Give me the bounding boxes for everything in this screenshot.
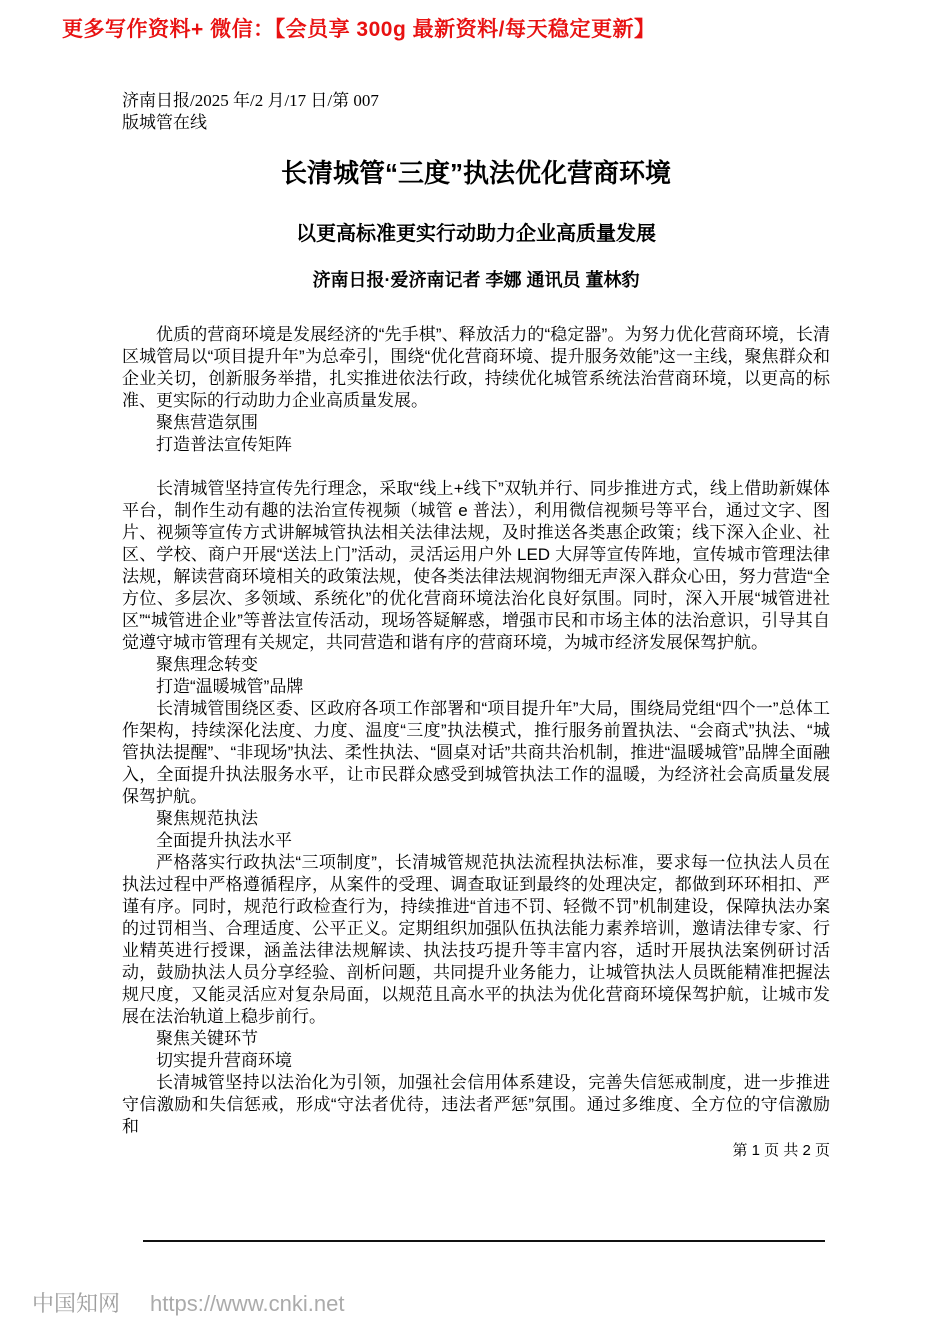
section-heading-line: 聚焦营造氛围 bbox=[156, 413, 258, 432]
masthead-source-line: 济南日报/2025 年/2 月/17 日/第 007 bbox=[122, 91, 379, 110]
article-byline: 济南日报·爱济南记者 李娜 通讯员 董林豹 bbox=[312, 270, 640, 290]
article-subtitle: 以更高标准更实行动助力企业高质量发展 bbox=[296, 223, 656, 245]
watermark bbox=[32, 1291, 344, 1317]
section-heading-line: 聚焦理念转变 bbox=[156, 655, 258, 674]
body-paragraph: 长清城管坚持以法治化为引领，加强社会信用体系建设，完善失信惩戒制度，进一步推进守信激励和失信惩戒，形成“守法者优待，违法者严惩”氛围。通过多维度、全方位的守信激励和 bbox=[122, 1073, 830, 1136]
article-body bbox=[122, 324, 830, 1138]
section-heading-line: 全面提升执法水平 bbox=[156, 831, 292, 850]
section-heading-line: 打造“温暖城管”品牌 bbox=[156, 677, 304, 696]
section-heading-line: 切实提升营商环境 bbox=[156, 1051, 292, 1070]
body-paragraph: 优质的营商环境是发展经济的“先手棋”、释放活力的“稳定器”。为努力优化营商环境，长清区城管局以“项目提升年”为总牵引，围绕“优化营商环境、提升服务效能”这一主线，聚焦群众和企业关切，创新服务举措，扎实推进依法行政，持续优化城管系统法治营商环境，以更高的标准、更实际的行动助力企业高质量发展。 bbox=[122, 325, 830, 410]
section-heading-line: 聚焦关键环节 bbox=[156, 1029, 258, 1048]
article-title: 长清城管“三度”执法优化营商环境 bbox=[280, 158, 671, 188]
body-paragraph: 长清城管围绕区委、区政府各项工作部署和“项目提升年”大局，围绕局党组“四个一”总体工作架构，持续深化法度、力度、温度“三度”执法模式，推行服务前置执法、“会商式”执法、“城管执法提醒”、“非现场”执法、柔性执法、“圆桌对话”共商共治机制，推进“温暖城管”品牌全面融入，全面提升执法服务水平，让市民群众感受到城管执法工作的温暖，为经济社会高质量发展保驾护航。 bbox=[122, 699, 830, 806]
promo-banner: 更多写作资料+ 微信：【会员享 300g 最新资料/每天稳定更新】 bbox=[62, 18, 656, 41]
page-indicator: 第 1 页 共 2 页 bbox=[732, 1142, 830, 1159]
section-heading-line: 打造普法宣传矩阵 bbox=[156, 435, 292, 454]
section-heading-line: 聚焦规范执法 bbox=[156, 809, 258, 828]
masthead-section-line: 版城管在线 bbox=[122, 113, 207, 132]
cnki-url-text: https://www.cnki.net bbox=[150, 1291, 345, 1316]
body-paragraph: 长清城管坚持宣传先行理念，采取“线上+线下”双轨并行、同步推进方式，线上借助新媒体平台，制作生动有趣的法治宣传视频（城管 e 普法），利用微信视频号等平台，通过文字、图片、视频等宣传方式讲解城管执法相关法律法规，及时推送各类惠企政策；线下深入企业、社区、学校、商户开展“送法上门”活动，灵活运用户外 LED 大屏等宣传阵地，宣传城市管理法律法规，解读营商环境相关的政策法规，使各类法律法规润物细无声深入群众心田，努力营造“全方位、多层次、多领域、系统化”的优化营商环境法治化良好氛围。同时，深入开展“城管进社区”“城管进企业”等普法宣传活动，现场答疑解惑，增强市民和市场主体的法治意识，引导其自觉遵守城市管理有关规定，共同营造和谐有序的营商环境，为城市经济发展保驾护航。 bbox=[122, 479, 830, 652]
footer-divider bbox=[143, 1240, 825, 1242]
body-paragraph: 严格落实行政执法“三项制度”，长清城管规范执法流程执法标准，要求每一位执法人员在执法过程中严格遵循程序，从案件的受理、调查取证到最终的处理决定，都做到环环相扣、严谨有序。同时，规范行政检查行为，持续推进“首违不罚、轻微不罚”机制建设，保障执法办案的过罚相当、合理适度、公平正义。定期组织加强队伍执法能力素养培训，邀请法律专家、行业精英进行授课，涵盖法律法规解读、执法技巧提升等丰富内容，适时开展执法案例研讨活动，鼓励执法人员分享经验、剖析问题，共同提升业务能力，让城管执法人员既能精准把握法规尺度，又能灵活应对复杂局面，以规范且高水平的执法为优化营商环境保驾护航，让城市发展在法治轨道上稳步前行。 bbox=[122, 853, 830, 1026]
masthead bbox=[122, 90, 830, 134]
article bbox=[122, 90, 830, 1138]
cnki-brand-text: 中国知网 bbox=[32, 1291, 121, 1316]
